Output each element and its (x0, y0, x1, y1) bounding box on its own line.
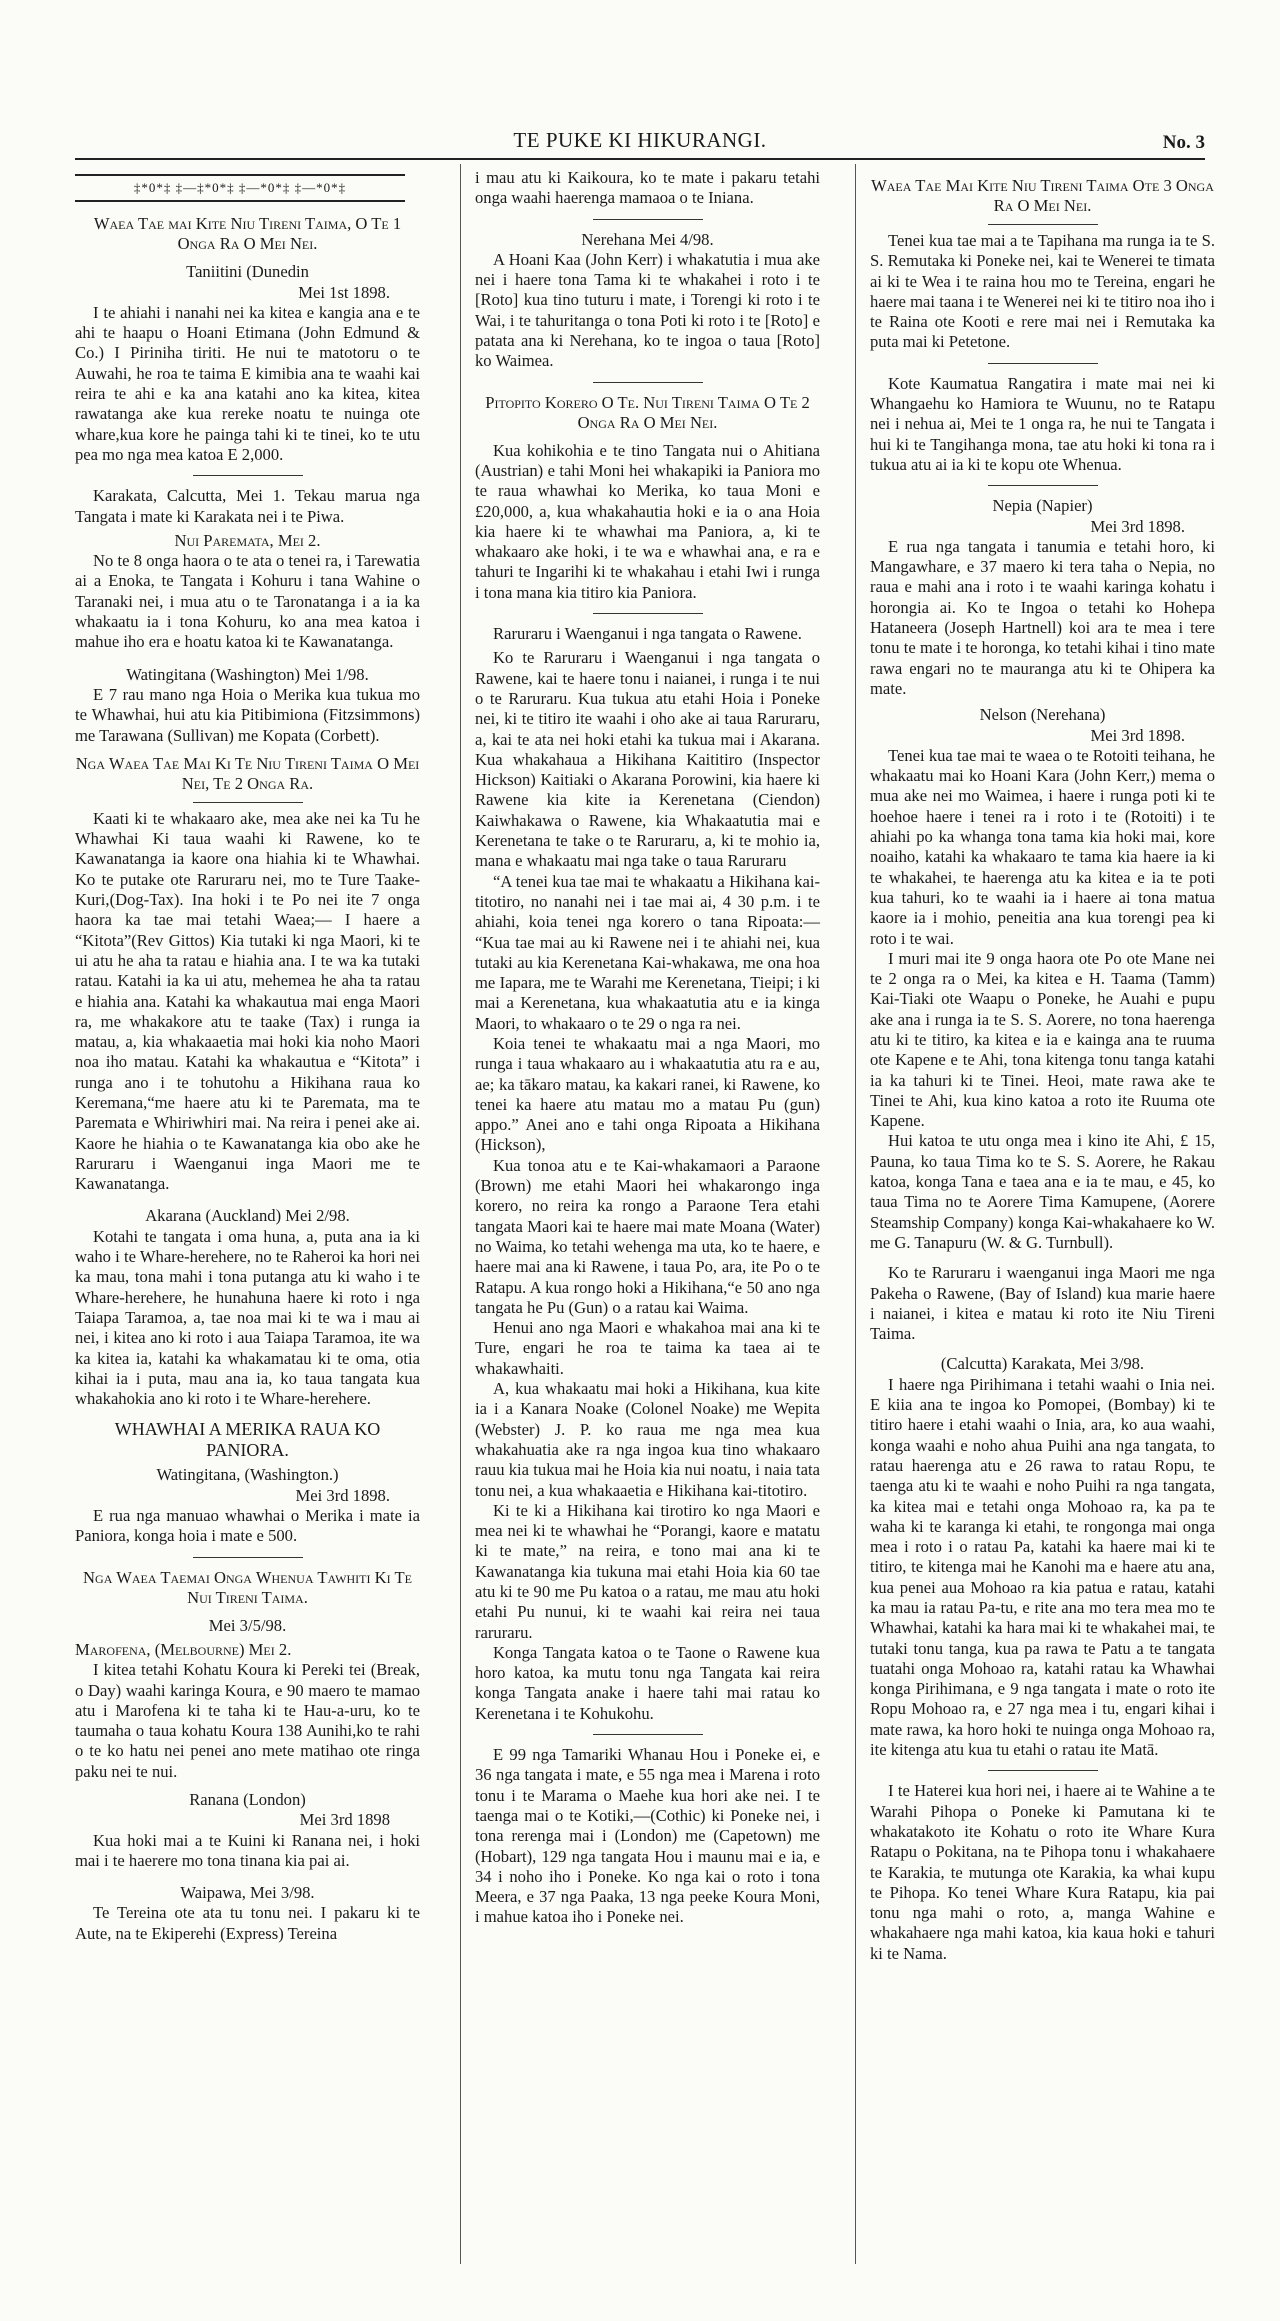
page-number: No. 3 (1162, 132, 1205, 153)
header-rule (75, 158, 1205, 160)
news-item (75, 1465, 420, 1546)
news-item (475, 230, 820, 372)
separator (988, 1770, 1098, 1771)
dateline-date: Mei 1st 1898. (298, 282, 390, 302)
dateline-place: Watingitana (Washington) Mei 1/98. (126, 664, 369, 684)
news-text: Karakata, Calcutta, Mei 1. Tekau marua nga Tangata i mate ki Karakata nei i te Piwa. (75, 486, 420, 526)
column-1 (75, 168, 420, 1950)
news-text: Kotahi te tangata i oma huna, a, puta ana ia ki waho i te Whare-herehere, no te Raheroi ka hori nei ka mau, tona mahi i tona putanga atu ki waho i te Whare-herehere, he hunahuna haere ki roto i nga Taiapa Taramoa, a, tae noa mai ki te wa i mau ai nei, i kitea ano ki roto i aua Taiapa Taramoa, ite wa ka kitea ia, katahi ka whakamatau ki te oma, otia kihai ia i puta, mau ana ia, ko taua tangata kua whakahokia ano ki roto i te Whare-herehere. (75, 1226, 420, 1409)
separator (593, 613, 703, 614)
separator (593, 219, 703, 220)
dateline-date: Mei 3/5/98. (208, 1615, 287, 1635)
news-item (870, 1781, 1215, 1964)
news-item (75, 262, 420, 465)
news-text: No te 8 onga haora o te ata o tenei ra, i Tarewatia ai a Enoka, te Tangata i Kohuru i tana Wahine o Taranaki nei, i mua atu o te Taronatanga i a ia ka whakaatu ia i tona Kohuru, ko ana mea katoa i mahue iho era e hoatu katoa ki te Kawanatanga. (75, 551, 420, 652)
news-text: Henui ano nga Maori e whakahoa mai ana ki te Ture, engari he roa te taima ka taea ai te whakawhaiti. (475, 1318, 820, 1378)
dateline-date: Mei 3rd 1898 (299, 1810, 390, 1830)
dateline-place: Nui Paremata, Mei 2. (174, 530, 321, 550)
news-item (475, 441, 820, 603)
page-header (75, 128, 1205, 158)
news-text: I te ahiahi i nanahi nei ka kitea e kangia ana e te ahi te haapu o Hoani Etimana (John Edmund & Co.) I Piriniha tiriti. He nui te matotoru o te Auwahi, he roa te taima E kimibia ana te waahi kai reira te ahi e ka ana katahi ano ka kitea, kitea rawatanga ake kua rereke noatu te nuinga ote whare,kua kore he painga tahi ki te tinei, ko te utu pea mo nga mea katoa E 2,000. (75, 302, 420, 464)
ornament-strip: ‡*0*‡ ‡—‡*0*‡ ‡—*0*‡ ‡—*0*‡ (75, 174, 405, 202)
news-text: Konga Tangata katoa o te Taone o Rawene kua horo katoa, ka mutu tonu nga Tangata kai reira konga Tangata anake i haere tahi mai ratau ko Kerenetana i te Kohukohu. (475, 1642, 820, 1723)
news-text: A Hoani Kaa (John Kerr) i whakatutia i mua ake nei i haere tona Tama ki te whakahei i roto i te [Roto] kua tino tuturu i mate, i Torengi ki roto i te Wai, i te tahuritanga o tona Poti ki roto i te [Roto] e patata ana ki Nerehana, ko te ingoa o taua [Roto] ko Waimea. (475, 249, 820, 371)
news-text: Tenei kua tae mai a te Tapihana ma runga ia te S. S. Remutaka ki Poneke nei, kai te Wenerei te timata ai ki te Wea i te raina hou mo te Tereina, engari he haere mai taana i te Wenerei nei ki te titiro noa iho i te Raina ote Kooti e rere mai nei i Remutaka ka puta mai ki Petetone. (870, 231, 1215, 352)
news-text: Koia tenei te whakaatu mai a nga Maori, mo runga i taua whakaaro au i whakaatutia atu ra e au, ae; ka tākaro matau, ka kakari ranei, ki Rawene, ko tenei ka haere atu matau mo a matau Pu (gun) appo.” Anei ano e tahi onga Ripoata a Hikihana (Hickson), (475, 1033, 820, 1155)
news-item (475, 1745, 820, 1928)
news-text: Kote Kaumatua Rangatira i mate mai nei ki Whangaehu ko Hamiora te Wuunu, no te Ratapu nei i nehua ai, Mei te 1 onga ra, he nui te Tangata i hui ki te Tangihanga mona, tae atu hoki ki tona ra i tukua atu ai ia ki te kopu ote Whenua. (870, 373, 1215, 474)
dateline-date: Mei 3rd 1898. (1090, 516, 1185, 536)
news-item (870, 374, 1215, 475)
section-heading: Waea Tae mai Kite Niu Tireni Taima, O Te 1 Onga Ra O Mei Nei. (93, 214, 402, 254)
separator (988, 485, 1098, 486)
news-text: i mau atu ki Kaikoura, ko te mate i pakaru tetahi onga waahi haerenga mamaoa o te Iniana. (475, 168, 820, 208)
news-item (870, 705, 1215, 1253)
section-heading: Nga Waea Taemai Onga Whenua Tawhiti Ki Te Nui Tireni Taima. (83, 1567, 412, 1607)
news-item (870, 1354, 1215, 1760)
news-text: E rua nga manuao whawhai o Merika i mate ia Paniora, konga hoia i mate e 500. (75, 1506, 420, 1546)
news-item (75, 486, 420, 652)
news-text: Hui katoa te utu onga mea i kino ite Ahi, £ 15, Pauna, ko taua Tima ko te S. S. Aorere, he Rakau katoa, konga Tana e taea ana e ia te mau, e 45, ko taua Tima no te Aorere Tima Kamupene, (Aorere Steamship Company) konga Kai-whakahaere ko W. me G. Tanapuru (W. & G. Turnbull). (870, 1131, 1215, 1252)
news-item (75, 665, 420, 746)
news-text: Kua hoki mai a te Kuini ki Ranana nei, i hoki mai i te haerere mo tona tinana kia pai ai. (75, 1830, 420, 1870)
dateline-place: Nerehana Mei 4/98. (581, 229, 714, 249)
dateline-place: Watingitana, (Washington.) (156, 1465, 339, 1485)
news-text: A, kua whakaatu mai hoki a Hikihana, kua kite ia i a Kanara Noake (Colonel Noake) me Wepita (Webster) J. P. ko raua me nga mea kua whakahuatia ake ra nga ingoa kua tino whakaaro rauu kia tukua mai he Hoia kia nui noatu, i naia tata tonu nei, a kua whakaaetia e Hikihana kai-titotiro. (475, 1379, 820, 1500)
dateline-place: Taniitini (Dunedin (186, 262, 309, 282)
dateline-place: Waipawa, Mei 3/98. (180, 1883, 315, 1903)
news-text: Kaati ki te whakaaro ake, mea ake nei ka Tu he Whawhai Ki taua waahi ki Rawene, ko te Kawanatanga ia kaore ona hiahia ki te Whawhai. Ko te putake ote Raruraru nei, mo te Ture Taake-Kuri,(Dog-Tax). Ina hoki i te Po nei ite 7 onga haora ka tae mai tetahi Waea;— I haere a “Kitota”(Rev Gittos) Kia tutaki ki nga Maori, ki te ui atu he aha ta ratau e hiahia ana. I te wa ka tutaki ratau. Katahi ia ka ui atu, mehemea he aha ta ratau e hiahia ana. Katahi ka whakautua mai enga Maori ra, me whakakore atu te taake (Tax) i runga ia matau, a, kia whakaaetia mai hoki kia noho Maori noa iho matau. Katahi ka whakautua e “Kitota” i runga ano i te tohutohu a Hikihana raua ko Keremana,“me haere atu ki te Paremata, ma te Paremata e Whiriwhiri mai. Na reira i penei ake ai. Kaore he hiahia o te Kawanatanga kia obo ake he Raruraru i Waenganui inga Maori me te Kawanatanga. (75, 808, 420, 1194)
dateline-place: Nelson (Nerehana) (979, 705, 1106, 725)
section-heading: Raruraru i Waenganui i nga tangata o Rawene. (493, 624, 802, 644)
news-text: I haere nga Pirihimana i tetahi waahi o Inia nei. E kiia ana te ingoa ko Pomopei, (Bombay) ki te titiro haere i etahi waahi o Inia, ara, ko aua waahi, konga waahi e noho ahua Puihi ana nga tangata, to ratau haerenga atu e 26 rawa to ratau Ropu, te taenga atu ki te waahi e noho Puihi ra nga tangata, ka kitea mai e tetahi onga Mohoao ra, ka pa te waha ki te karanga ki etahi, te rongonga mai onga mea i roto i o ratau Pa, katahi ka haere mai ki te titiro, te kitenga mai he Kanohi ma e haere atu ana, kua penei aua Mohoao ra kia patua e ratau, katahi ka mau ia ratau Pa-tu, e rite ana mo tera mea mo te Whawhai, katahi ka hara mai ki te whakahei mai, te tutaki tonu tanga, kua pa rawa te Patu a te tangata tuatahi onga Mohoao ra, katahi ratau ka Whawhai konga Pirihimana, e 9 nga tangata i mate o roto ite Ropu Mohoao ra, e 27 nga mea i tu, engari kihai i mate rawa, ka horo hoki te nuinga onga Mohoao ra, ite kitenga atu kua tu etahi o ratau ite Matā. (870, 1374, 1215, 1760)
news-text: Ki te ki a Hikihana kai tirotiro ko nga Maori e mea nei ki te whawhai he “Porangi, kaore e matatu ki te mate,” na reira, e tono mai ana ki te Kawanatanga kia tukuna mai etahi Hoia kia 60 tae atu ki te 90 me Pu katoa o a ratau, me mau atu hoki etahi Pu nunui, ki te waahi kai reira nei taua raruraru. (475, 1500, 820, 1642)
news-text: E 7 rau mano nga Hoia o Merika kua tukua mo te Whawhai, hui atu kia Pitibimiona (Fitzsimmons) me Tarawana (Sullivan) me Kopata (Corbett). (75, 684, 420, 745)
separator (593, 382, 703, 383)
section-heading: WHAWHAI A MERIKA RAUA KO PANIORA. (114, 1419, 381, 1461)
news-item (870, 231, 1215, 353)
news-item (870, 496, 1215, 699)
column-divider (855, 164, 856, 2264)
section-heading: Nga Waea Tae Mai Ki Te Niu Tireni Taima O Mei Nei, Te 2 Onga Ra. (75, 753, 420, 793)
news-item (75, 809, 420, 1195)
dateline-place: Nepia (Napier) (992, 496, 1093, 516)
news-item (75, 1790, 420, 1871)
news-text: Ko te Raruraru i waenganui inga Maori me nga Pakeha o Rawene, (Bay of Island) kua marie haere i naianei, i kitea e matau ki roto ite Niu Tireni Taima. (870, 1263, 1215, 1344)
news-text: I muri mai ite 9 onga haora ote Po ote Mane nei te 2 onga ra o Mei, ka kitea e H. Taama (Tamm) Kai-Tiaki ote Waapu o Poneke, he Auahi e pupu ake ana i runga ia te S. S. Aorere, no tona haerenga atu ki te titiro, ka kitea e ia e kainga ana te ruuma ote Kapene e te Ahi, tona kitenga tonu tanga katahi ia ka tahuri ki te Tinei. Heoi, mate rawa ake te Tinei te Ahi, kua kino katoa a roto ite Ruuma ote Kapene. (870, 948, 1215, 1131)
news-text: Tenei kua tae mai te waea o te Rotoiti teihana, he whakaatu mai ko Hoani Kara (John Kerr,) mema o mua ake nei mo Waimea, i haere i runga poti ki te hoehoe haere i tenei ra i roto i te (Rotoiti) i te ahiahi po ka whanga tona tama kia hoki mai, kore noaiho, katahi ka whakaaro te tama kia haere ia ki te whakahei, te haerenga atu ka kitea e ia te poti kua tahuri, ko te waahi ia i haere ai tona matua kaore ia i mohio, peneitia ana kua torengi pea ki roto i te wai. (870, 745, 1215, 948)
column-3 (870, 168, 1215, 1970)
news-item (75, 1883, 420, 1944)
news-text: “A tenei kua tae mai te whakaatu a Hikihana kai-titotiro, no nanahi nei i tae mai ai, 4 30 p.m. i te ahiahi, koia tenei nga korero o tana Ripoata:— “Kua tae mai au ki Rawene nei i te ahiahi nei, kua tutaki au kia Kerenetana Kai-whakawa, me ona hoa me Iapara, me te Warahi me Kerenetana, Tieipi; i ki mai a Kerenetana, kua whakaatutia atu e ia kinga Maori, to whakaaro o te 29 o nga ra nei. (475, 871, 820, 1033)
news-text: Kua kohikohia e te tino Tangata nui o Ahitiana (Austrian) e tahi Moni hei whakapiki ia Paniora mo te raua whawhai ko Merika, ko taua Moni e £20,000, a, kua whakahautia hoki e ia o ana Hoia kia haere ki te whawhai ma Paniora, a, ki te whakaaro ake hoki, i te wa e whawhai ana, e ra e tahuri te Ingarihi ki te whakahau i etahi Iwi i runga i tona mana kia titiro kia Paniora. (475, 440, 820, 602)
separator (193, 802, 303, 803)
dateline-place: (Calcutta) Karakata, Mei 3/98. (940, 1354, 1145, 1374)
news-text: E rua nga tangata i tanumia e tetahi horo, ki Mangawhare, e 37 maero ki tera taha o Nepia, no raua e mahi ana i roto i te waahi karinga kohatu i horongia ai. Ko te Ingoa o tetahi ko Hohepa Hataneera (Joseph Hartnell) koi ara te mea i tere tonu te mate i te horonga, ko tetahi kihai i tino mate rawa engari no te mauranga atu ki te Ohipera ka mate. (870, 536, 1215, 698)
separator (193, 475, 303, 476)
news-text: Kua tonoa atu e te Kai-whakamaori a Paraone (Brown) me etahi Maori hei whakarongo inga korero, no reira ka rongo a Paraone Tera etahi tangata Maori kai te haere mai mate Moana (Water) no Waima, ko tetahi wehenga ma uta, ko te haere, e haere mai ana ki Rawene, i taua Po, ara, ite Po o te Ratapu. A kua rongo hoki a Hikihana,“e 50 ano nga tangata he Pu (Gun) o a ratau kai Waima. (475, 1155, 820, 1317)
separator (988, 363, 1098, 364)
newspaper-title: TE PUKE KI HIKURANGI. (513, 128, 767, 152)
news-item (475, 648, 820, 1724)
separator (593, 1734, 703, 1735)
news-text: Te Tereina ote ata tu tonu nei. I pakaru ki te Aute, na te Ekiperehi (Express) Tereina (75, 1903, 420, 1943)
news-item (75, 1206, 420, 1409)
section-heading: Waea Tae Mai Kite Niu Tireni Taima Ote 3 Onga Ra O Mei Nei. (871, 176, 1214, 215)
news-text: I te Haterei kua hori nei, i haere ai te Wahine a te Warahi Pihopa o Poneke ki Pamutana ki te whakatakoto ite Kohatu o roto ite Whare Kura Ratapu o Pokitana, na te Pihopa tonu i whakahaere te Karakia, te mutunga ote Karakia, ka whai kupu te Pihopa. Ko tenei Whare Kura Ratapu, kia pai tonu nga mahi o roto, a, manga Wahine e whakahaere nga mahi katoa, kia kaua hoki e tahuri ki te Nama. (870, 1781, 1215, 1963)
news-item (475, 168, 820, 209)
news-text: I kitea tetahi Kohatu Koura ki Pereki tei (Break, o Day) waahi karinga Koura, e 90 maero te mamao atu i Marofena ki te taha ki te Hau-a-uru, ko te taumaha o taua kohatu Koura 138 Aunihi,ko te rahi o te ko hatu nei penei ano mete matihao ote ringa paku nei te nui. (75, 1660, 420, 1781)
news-text: Ko te Raruraru i Waenganui i nga tangata o Rawene, kai te haere tonu i naianei, i runga i te nui o te Raruraru. Kua tukua atu etahi Hoia i Poneke nei, ki te titiro ite waahi i oho ake ai taua Raruraru, a, kai te ata nei hoki etahi ka tukua mai i Akarana. Kua whakahaua a Hikihana Kaititiro (Inspector Hickson) Kaitiaki o Akarana Porowini, kia haere ki Rawene kia kite ia Kerenetana (Ciendon) Kaiwhakawa o Rawene, kia Whakaatutia mai e Kerenetana te take o te Raruraru, a, ki te mohio ia, mana e whakaatu mai nga take o taua Raruraru (475, 648, 820, 871)
column-2 (475, 168, 820, 1934)
column-divider (460, 164, 461, 2264)
news-text: E 99 nga Tamariki Whanau Hou i Poneke ei, e 36 nga tangata i mate, e 55 nga mea i Marena i roto tonu i te Marama o Maehe kua hori ake nei. I te taenga mai o te Kotiki,—(Cothic) ki Poneke nei, i tona rerenga mai i (London) me (Capetown) me (Hobart), 129 nga tangata Hou i maunu mai e ia, e 34 i noho iho i Poneke. Ko nga kai o roto i tona Meera, e 37 nga Paaka, 13 nga peeke Koura Moni, i mahue katoa iho i Poneke nei. (475, 1745, 820, 1927)
dateline-place: Marofena, (Melbourne) Mei 2. (75, 1639, 292, 1659)
separator (193, 1557, 303, 1558)
dateline-date: Mei 3rd 1898. (1090, 725, 1185, 745)
news-item (75, 1616, 420, 1782)
dateline-place: Akarana (Auckland) Mei 2/98. (145, 1206, 350, 1226)
news-item (870, 1263, 1215, 1344)
dateline-date: Mei 3rd 1898. (295, 1485, 390, 1505)
dateline-place: Ranana (London) (189, 1790, 306, 1809)
section-heading: Pitopito Korero O Te. Nui Tireni Taima O Te 2 Onga Ra O Mei Nei. (485, 392, 810, 432)
separator (988, 224, 1098, 225)
